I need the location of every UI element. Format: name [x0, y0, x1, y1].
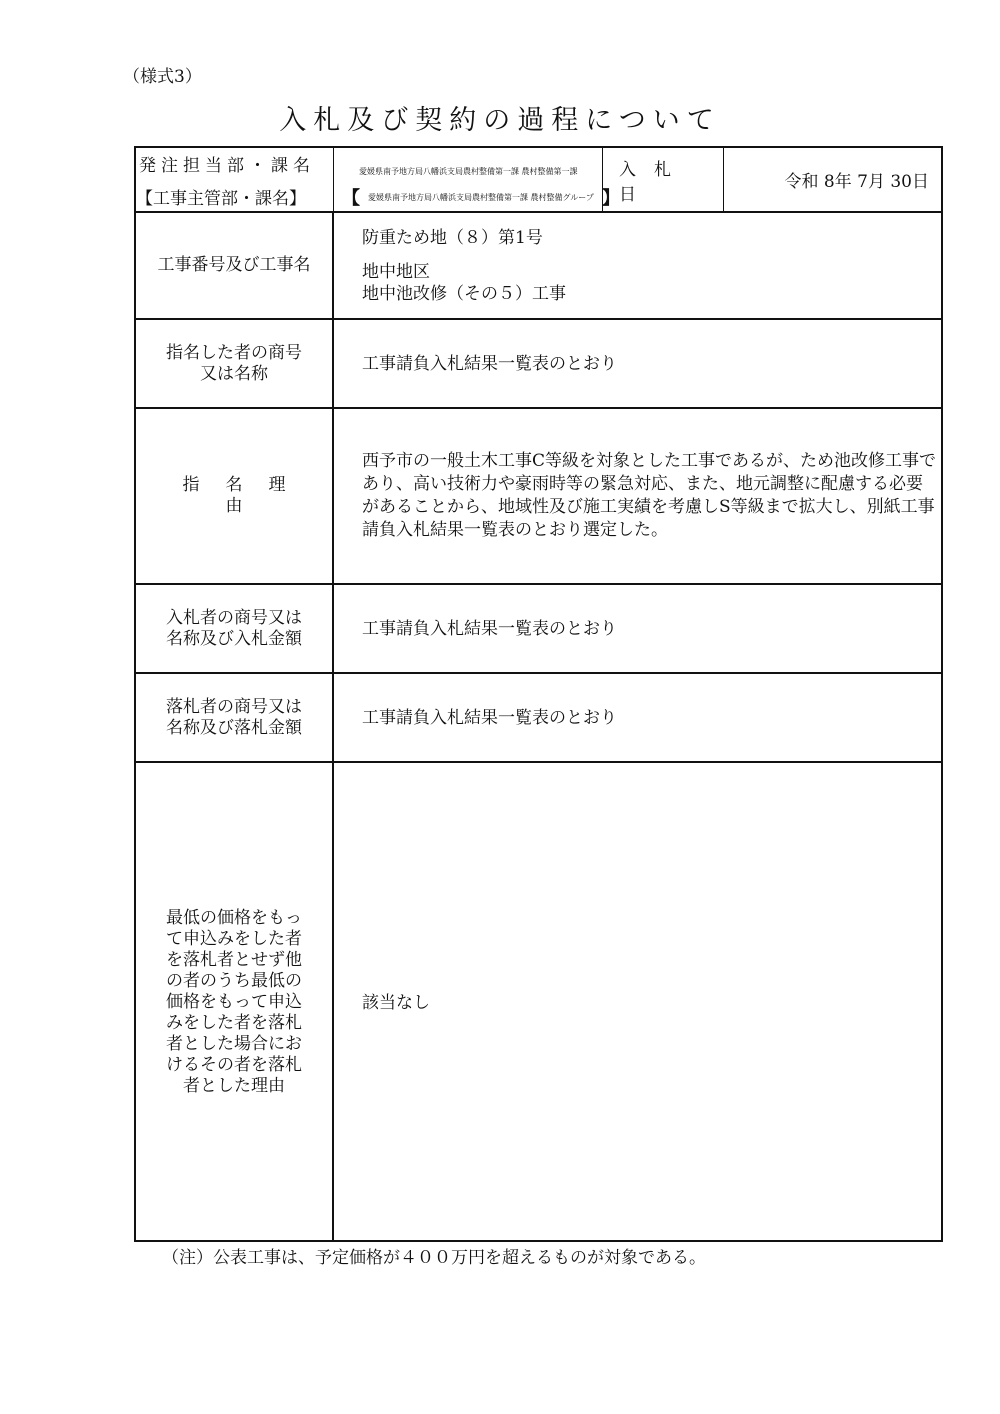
table-row-reason: [136, 407, 941, 583]
exception-label: 最低の価格をもっ て申込みをした者 を落札者とせず他 の者のうち最低の 価格をもって申込 みをした者を落札 者とした場合にお けるその者を落札 者とした理由: [136, 763, 334, 1242]
project-number: 防重ため地（８）第1号: [362, 227, 543, 248]
exception-value: 該当なし: [362, 992, 430, 1013]
department-value: 愛媛県南予地方局八幡浜支局農村整備第一課 農村整備第一課: [359, 167, 578, 176]
table-row-bidders: [136, 583, 941, 672]
supervising-department-text: 愛媛県南予地方局八幡浜支局農村整備第一課 農村整備グループ: [368, 192, 594, 202]
project-name: 地中地区 地中池改修（その５）工事: [362, 261, 566, 304]
supervising-department-value: [342, 184, 620, 210]
project-label: 工事番号及び工事名: [136, 213, 334, 318]
reason-value: 西予市の一般土木工事C等級を対象とした工事であるが、ため池改修工事であり、高い技術力や豪雨時等の緊急対応、また、地元調整に配慮する必要があることから、地域性及び施工実績を考慮しS等級まで拡大し、別紙工事請負入札結果一覧表のとおり選定した。: [362, 451, 937, 540]
winner-label: 落札者の商号又は 名称及び落札金額: [136, 674, 334, 761]
supervising-department-label: 【工事主管部・課名】: [136, 188, 306, 209]
header-table: [134, 146, 943, 213]
table-row-project: [136, 213, 941, 318]
bidders-value: 工事請負入札結果一覧表のとおり: [362, 618, 617, 639]
bid-date-label: 入札日: [603, 148, 724, 211]
document-title: 入札及び契約の過程について: [279, 105, 721, 136]
bidders-label: 入札者の商号又は 名称及び入札金額: [136, 585, 334, 672]
nominee-label: 指名した者の商号 又は名称: [136, 320, 334, 407]
department-label-cell: [136, 148, 334, 211]
form-number-label: （様式3）: [123, 67, 202, 87]
footnote: （注）公表工事は、予定価格が４００万円を超えるものが対象である。: [162, 1248, 706, 1268]
reason-label: 指名理由: [136, 409, 334, 583]
open-bracket: 【: [342, 188, 360, 209]
reason-value-cell: [334, 409, 941, 583]
nominee-value: 工事請負入札結果一覧表のとおり: [362, 353, 617, 374]
department-label: 発注担当部・課名: [139, 155, 315, 176]
table-row-exception: [136, 761, 941, 1242]
bid-date-value: 令和 8年 7月 30日: [784, 172, 929, 192]
details-table: [134, 213, 943, 1242]
table-row-nominee: [136, 318, 941, 407]
winner-value: 工事請負入札結果一覧表のとおり: [362, 707, 617, 728]
department-value-cell: [334, 148, 620, 211]
table-row-winner: [136, 672, 941, 761]
project-value-cell: [334, 213, 941, 318]
close-bracket: 】: [601, 188, 620, 209]
